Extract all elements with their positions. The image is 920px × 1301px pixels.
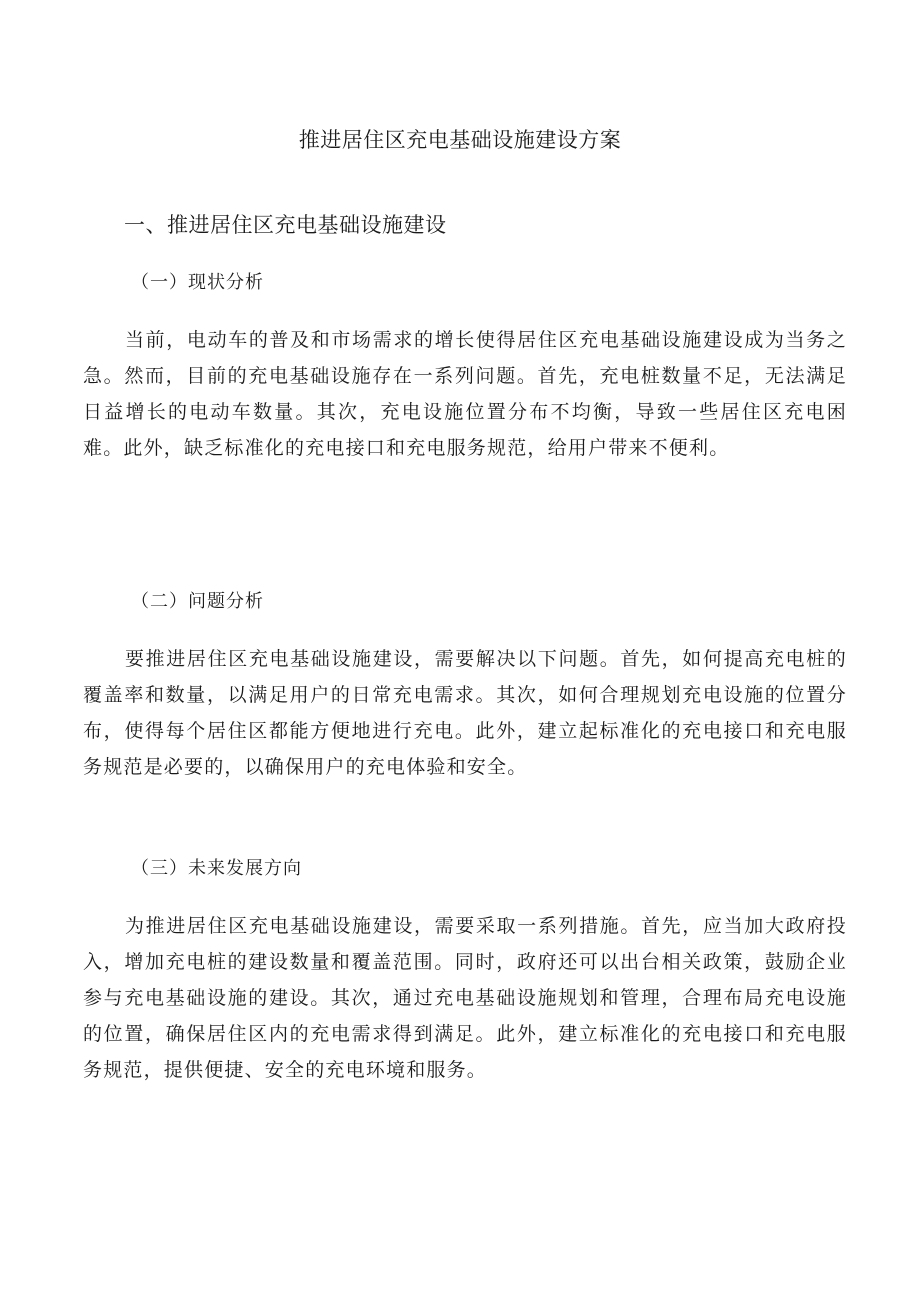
subsection-heading-future: （三）未来发展方向 (131, 858, 302, 879)
subsection-heading-status: （一）现状分析 (131, 272, 264, 293)
section-heading: 一、推进居住区充电基础设施建设 (124, 213, 447, 237)
paragraph-problem-analysis: 要推进居住区充电基础设施建设，需要解决以下问题。首先，如何提高充电桩的覆盖率和数量，以满足用户的日常充电需求。其次，如何合理规划充电设施的位置分布，使得每个居住区都能方便地进行充电。此外，建立起标准化的充电接口和充电服务规范是必要的，以确保用户的充电体验和安全。 (83, 648, 847, 778)
document-title: 推进居住区充电基础设施建设方案 (298, 128, 622, 152)
paragraph-future-direction: 为推进居住区充电基础设施建设，需要采取一系列措施。首先，应当加大政府投入，增加充电桩的建设数量和覆盖范围。同时，政府还可以出台相关政策，鼓励企业参与充电基础设施的建设。其次，通过充电基础设施规划和管理，合理布局充电设施的位置，确保居住区内的充电需求得到满足。此外，建立标准化的充电接口和充电服务规范，提供便捷、安全的充电环境和服务。 (83, 915, 847, 1081)
paragraph-status-analysis: 当前，电动车的普及和市场需求的增长使得居住区充电基础设施建设成为当务之急。然而，目前的充电基础设施存在一系列问题。首先，充电桩数量不足，无法满足日益增长的电动车数量。其次，充电设施位置分布不均衡，导致一些居住区充电困难。此外，缺乏标准化的充电接口和充电服务规范，给用户带来不便利。 (83, 329, 847, 459)
subsection-heading-problems: （二）问题分析 (131, 591, 264, 612)
